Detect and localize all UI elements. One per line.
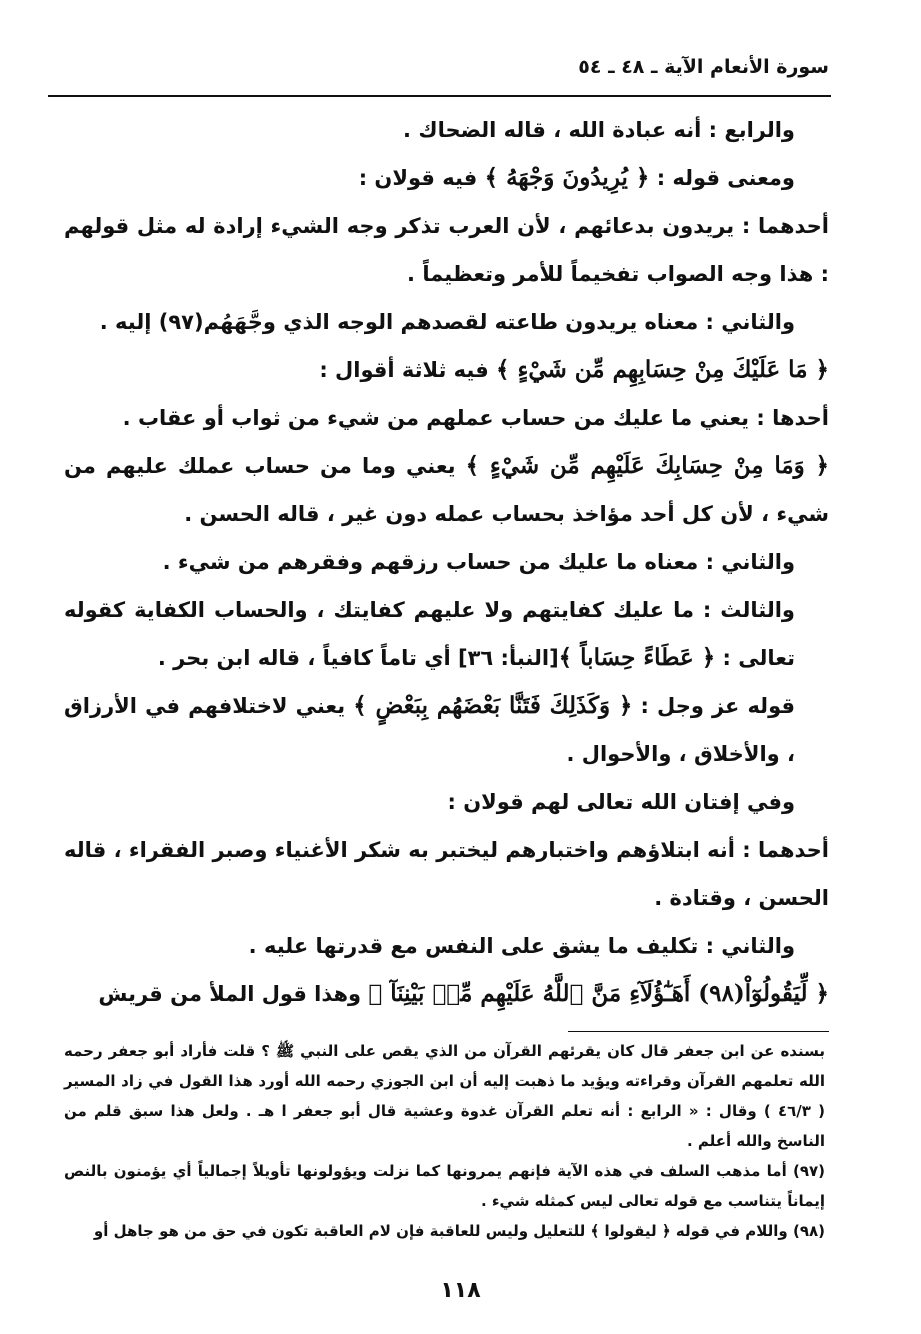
text-run: أحدهما : أنه ابتلاؤهم واختبارهم ليختبر به شكر الأغنياء وصبر الفقراء ، قاله الحسن ، وقتادة . bbox=[64, 838, 829, 910]
text-run: يعني لاختلافهم في الأرزاق ، والأخلاق ، والأحوال . bbox=[64, 694, 795, 766]
text-run: فيه ثلاثة أقوال : bbox=[319, 358, 497, 382]
main-text bbox=[64, 106, 829, 1018]
text-run: والثاني : معناه يريدون طاعته لقصدهم الوجه الذي وجَّهَهُم(٩٧) إليه . bbox=[99, 310, 795, 334]
quran-verse: ﴿ عَطَاءً حِسَاباً ﴾ bbox=[558, 644, 716, 671]
footnote: بسنده عن ابن جعفر قال كان يقرئهم القرآن من الذي يقص على النبي ﷺ ؟ قلت فأراد أبو جعفر رحمه الله تعلمهم القرآن وقراءته ويؤيد ما ذهبت إليه أن ابن الجوزي رحمه الله أورد هذا القول في زاد المسير ( ٤٦/٣ ) وقال : « الرابع : أنه تعلم القرآن غدوة وعشية قال أبو جعفر ا هـ . ولعل هذا سبق قلم من الناسخ والله أعلم . bbox=[64, 1042, 825, 1150]
footnotes bbox=[64, 1036, 825, 1246]
paragraph bbox=[64, 154, 829, 202]
quran-verse: ﴿ مَا عَلَيْكَ مِنْ حِسَابِهِم مِّن شَيْءٍ ﴾ bbox=[496, 356, 829, 383]
paragraph bbox=[64, 826, 829, 922]
text-run: أحدهما : يريدون بدعائهم ، لأن العرب تذكر وجه الشيء إرادة له مثل قولهم : هذا وجه الصواب تفخيماً للأمر وتعظيماً . bbox=[64, 214, 829, 286]
quran-verse: ﴿ وَكَذَلِكَ فَتَنَّا بَعْضَهُم بِبَعْضٍ ﴾ bbox=[353, 692, 633, 719]
paragraph bbox=[64, 106, 829, 154]
paragraph bbox=[64, 346, 829, 394]
quran-verse: ﴿ يُرِيدُونَ وَجْهَهُ ﴾ bbox=[484, 164, 650, 191]
paragraph bbox=[64, 538, 829, 586]
text-run: وفي إفتان الله تعالى لهم قولان : bbox=[447, 790, 795, 814]
text-run: قوله عز وجل : bbox=[632, 694, 795, 718]
text-run: [النبأ: ٣٦] أي تاماً كافياً ، قاله ابن بحر . bbox=[157, 646, 559, 670]
paragraph bbox=[64, 682, 829, 778]
text-run: يعني وما من حساب عملك عليهم من شيء ، لأن كل أحد مؤاخذ بحساب عمله دون غير ، قاله الحسن . bbox=[64, 454, 829, 526]
quran-verse: ﴿ وَمَا مِنْ حِسَابِكَ عَلَيْهِم مِّن شَيْءٍ ﴾ bbox=[465, 452, 829, 479]
paragraph bbox=[64, 970, 829, 1018]
header-rule bbox=[48, 95, 831, 97]
text-run: فيه قولان : bbox=[358, 166, 485, 190]
running-header bbox=[52, 52, 829, 88]
text-run: وهذا قول الملأ من قريش bbox=[98, 982, 369, 1006]
paragraph bbox=[64, 922, 829, 970]
page-number: ١١٨ bbox=[440, 1278, 481, 1303]
paragraph bbox=[64, 442, 829, 538]
paragraph bbox=[64, 202, 829, 298]
paragraph bbox=[64, 778, 829, 826]
text-run: والرابع : أنه عبادة الله ، قاله الضحاك . bbox=[403, 118, 795, 142]
text-run: والثالث : ما عليك كفايتهم ولا عليهم كفايتك ، والحساب الكفاية كقوله تعالى : bbox=[64, 598, 795, 670]
quran-verse: ﴿ لِّيَقُولُوٓاْ(٩٨) أَهَـٰٓؤُلَآءِ مَنَّ ٱللَّهُ عَلَيْهِم مِّنۢ بَيْنِنَآ ﴾ bbox=[368, 980, 829, 1007]
footnote: (٩٧) أما مذهب السلف في هذه الآية فإنهم يمرونها كما نزلت ويؤولونها تأويلاً إجمالياً أي يؤمنون بالنص إيماناً يتناسب مع قوله تعالى ليس كمثله شيء . bbox=[64, 1162, 825, 1210]
text-run: ومعنى قوله : bbox=[649, 166, 795, 190]
footnote: (٩٨) واللام في قوله ﴿ ليقولوا ﴾ للتعليل وليس للعاقبة فإن لام العاقبة تكون في حق من هو جاهل أو bbox=[93, 1222, 825, 1240]
footnote-rule bbox=[568, 1031, 829, 1032]
text-run: أحدها : يعني ما عليك من حساب عملهم من شيء من ثواب أو عقاب . bbox=[122, 406, 829, 430]
paragraph bbox=[64, 298, 829, 346]
header-title: سورة الأنعام الآية ـ ٤٨ ـ ٥٤ bbox=[578, 56, 829, 78]
paragraph bbox=[64, 394, 829, 442]
paragraph bbox=[64, 586, 829, 682]
text-run: والثاني : تكليف ما يشق على النفس مع قدرتها عليه . bbox=[248, 934, 795, 958]
text-run: والثاني : معناه ما عليك من حساب رزقهم وفقرهم من شيء . bbox=[162, 550, 795, 574]
